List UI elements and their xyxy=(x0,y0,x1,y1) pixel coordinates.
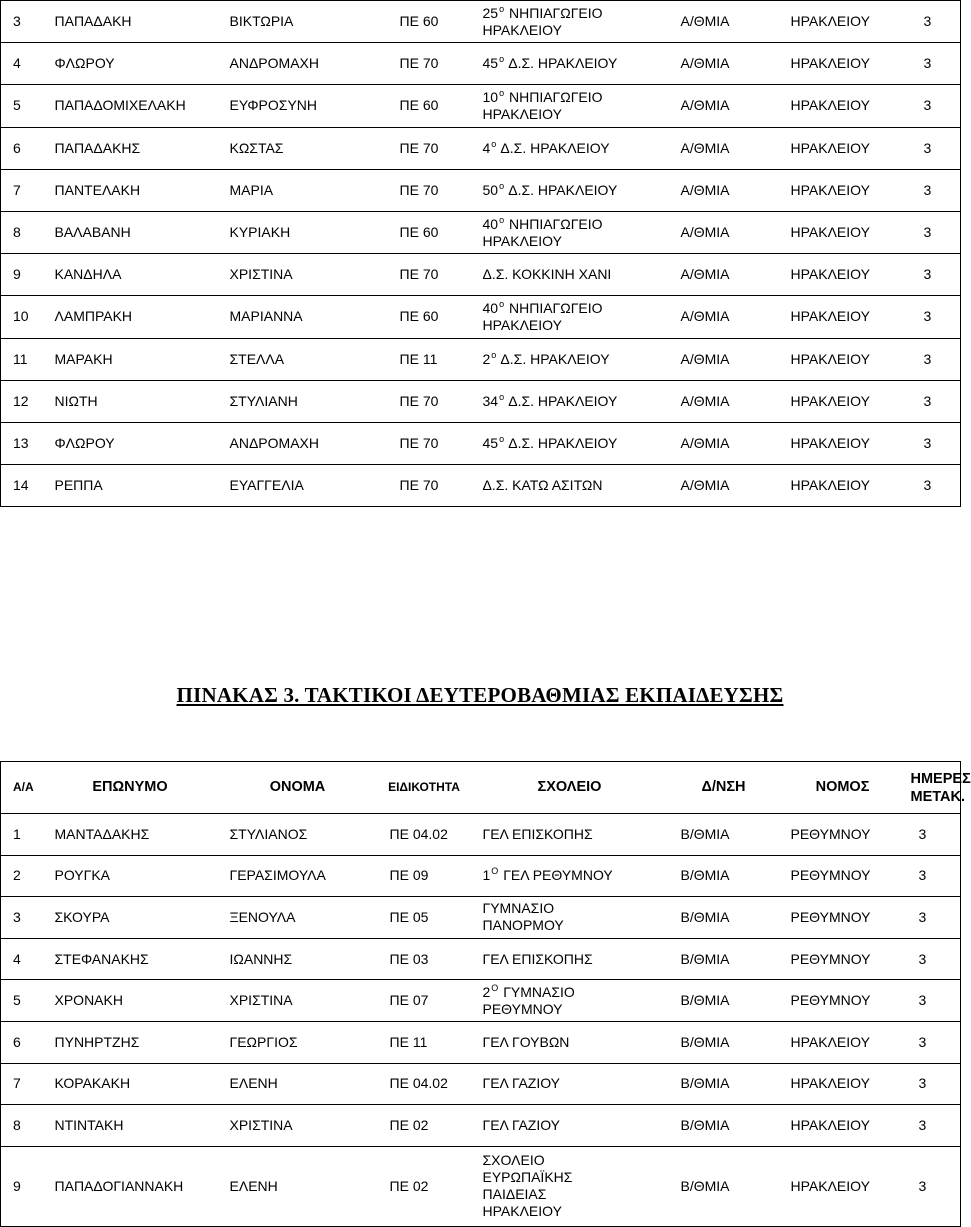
surname-cell: ΠΑΠΑΔΑΚΗΣ xyxy=(43,127,218,169)
travel-days-cell: 3 xyxy=(912,296,961,338)
school-number: 45 xyxy=(482,55,499,72)
ordinal-superscript: ο xyxy=(499,54,505,65)
school-name: Δ.Σ. ΗΡΑΚΛΕΙΟΥ xyxy=(497,139,610,156)
table-row xyxy=(1,380,961,422)
directorate-cell: Β/ΘΜΙΑ xyxy=(669,938,779,980)
specialty-cell: ΠΕ 70 xyxy=(388,422,471,464)
school-name: ΝΗΠΙΑΓΩΓΕΙΟ xyxy=(505,88,603,105)
directorate-cell: Α/ΘΜΙΑ xyxy=(669,465,779,507)
travel-days-cell: 3 xyxy=(907,1063,961,1105)
specialty-cell: ΠΕ 11 xyxy=(378,1021,471,1063)
surname-cell: ΦΛΩΡΟΥ xyxy=(43,422,218,464)
specialty-cell: ΠΕ 07 xyxy=(378,980,471,1022)
table-row xyxy=(1,127,961,169)
surname-cell: ΣΚΟΥΡΑ xyxy=(43,897,218,939)
surname-cell: ΡΕΠΠΑ xyxy=(43,465,218,507)
specialty-cell: ΠΕ 70 xyxy=(388,127,471,169)
specialty-cell: ΠΕ 60 xyxy=(388,85,471,127)
school-line-1 xyxy=(483,300,669,317)
school-number: 1 xyxy=(482,867,491,884)
travel-days-cell: 3 xyxy=(907,1146,961,1226)
ordinal-superscript: Ο xyxy=(491,982,499,993)
column-header-name: ΟΝΟΜΑ xyxy=(218,762,378,814)
school-line-1 xyxy=(483,951,669,968)
travel-days-cell: 3 xyxy=(912,211,961,253)
school-cell xyxy=(471,127,669,169)
directorate-cell: Α/ΘΜΙΑ xyxy=(669,43,779,85)
column-header-days-line2: ΜΕΤΑΚ. xyxy=(910,788,966,805)
prefecture-cell: ΗΡΑΚΛΕΙΟΥ xyxy=(779,380,912,422)
school-line-1 xyxy=(483,182,669,199)
school-cell xyxy=(471,855,669,897)
specialty-cell: ΠΕ 70 xyxy=(388,254,471,296)
first-name-cell: ΧΡΙΣΤΙΝΑ xyxy=(218,980,378,1022)
school-name: ΓΕΛ ΓΑΖΙΟΥ xyxy=(482,1116,560,1133)
school-line-1 xyxy=(483,1075,669,1092)
ordinal-superscript: Ο xyxy=(491,866,499,877)
column-header-days-line1: ΗΜΕΡΕΣ xyxy=(910,770,971,787)
school-name: ΝΗΠΙΑΓΩΓΕΙΟ xyxy=(505,299,603,316)
table-row xyxy=(1,1,961,43)
first-name-cell: ΑΝΔΡΟΜΑΧΗ xyxy=(218,422,388,464)
first-name-cell: ΙΩΑΝΝΗΣ xyxy=(218,938,378,980)
section-heading: ΠΙΝΑΚΑΣ 3. ΤΑΚΤΙΚΟΙ ΔΕΥΤΕΡΟΒΑΘΜΙΑΣ ΕΚΠΑΙΔΕΥΣΗΣ xyxy=(176,683,784,707)
specialty-cell: ΠΕ 04.02 xyxy=(378,814,471,856)
directorate-cell: Α/ΘΜΙΑ xyxy=(669,1,779,43)
school-school-line2: ΡΕΘΥΜΝΟΥ xyxy=(482,1000,563,1017)
school-cell xyxy=(471,169,669,211)
column-header-specialty: ΕΙΔΙΚΟΤΗΤΑ xyxy=(378,762,471,814)
school-name: Δ.Σ. ΗΡΑΚΛΕΙΟΥ xyxy=(505,181,618,198)
prefecture-cell: ΗΡΑΚΛΕΙΟΥ xyxy=(779,338,912,380)
specialty-cell: ΠΕ 70 xyxy=(388,380,471,422)
school-name: Δ.Σ. ΗΡΑΚΛΕΙΟΥ xyxy=(505,55,618,72)
school-name: ΓΥΜΝΑΣΙΟ xyxy=(499,983,575,1000)
surname-cell: ΝΙΩΤΗ xyxy=(43,380,218,422)
travel-days-cell: 3 xyxy=(907,1105,961,1147)
first-name-cell: ΣΤΕΛΛΑ xyxy=(218,338,388,380)
row-number: 1 xyxy=(1,814,43,856)
school-cell xyxy=(471,938,669,980)
school-school-line2: ΗΡΑΚΛΕΙΟΥ xyxy=(482,21,562,38)
specialty-cell: ΠΕ 60 xyxy=(388,1,471,43)
school-line-1 xyxy=(483,216,669,233)
table-row xyxy=(1,814,961,856)
surname-cell: ΜΑΝΤΑΔΑΚΗΣ xyxy=(43,814,218,856)
surname-cell: ΚΑΝΔΗΛΑ xyxy=(43,254,218,296)
prefecture-cell: ΡΕΘΥΜΝΟΥ xyxy=(779,938,907,980)
surname-cell: ΒΑΛΑΒΑΝΗ xyxy=(43,211,218,253)
school-school-line4: ΗΡΑΚΛΕΙΟΥ xyxy=(482,1203,562,1220)
row-number: 6 xyxy=(1,1021,43,1063)
directorate-cell: Β/ΘΜΙΑ xyxy=(669,1105,779,1147)
prefecture-cell: ΗΡΑΚΛΕΙΟΥ xyxy=(779,1021,907,1063)
surname-cell: ΣΤΕΦΑΝΑΚΗΣ xyxy=(43,938,218,980)
prefecture-cell: ΗΡΑΚΛΕΙΟΥ xyxy=(779,127,912,169)
specialty-cell: ΠΕ 70 xyxy=(388,465,471,507)
first-name-cell: ΞΕΝΟΥΛΑ xyxy=(218,897,378,939)
row-number: 4 xyxy=(1,43,43,85)
ordinal-superscript: ο xyxy=(499,180,505,191)
school-cell xyxy=(471,1,669,43)
school-school-line3: ΠΑΙΔΕΙΑΣ xyxy=(482,1186,547,1203)
column-header-school: ΣΧΟΛΕΙΟ xyxy=(471,762,669,814)
school-school-line2: ΕΥΡΩΠΑΪΚΗΣ xyxy=(482,1169,573,1186)
specialty-cell: ΠΕ 02 xyxy=(378,1146,471,1226)
school-number: 40 xyxy=(482,215,499,232)
ordinal-superscript: ο xyxy=(491,349,497,360)
school-name: ΓΕΛ ΡΕΘΥΜΝΟΥ xyxy=(499,867,613,884)
directorate-cell: Α/ΘΜΙΑ xyxy=(669,85,779,127)
school-line-1 xyxy=(483,867,669,884)
row-number: 7 xyxy=(1,1063,43,1105)
school-cell xyxy=(471,211,669,253)
ordinal-superscript: ο xyxy=(499,214,505,225)
prefecture-cell: ΗΡΑΚΛΕΙΟΥ xyxy=(779,254,912,296)
travel-days-cell: 3 xyxy=(912,380,961,422)
directorate-cell: Α/ΘΜΙΑ xyxy=(669,422,779,464)
table-row xyxy=(1,211,961,253)
table-row xyxy=(1,85,961,127)
first-name-cell: ΓΕΡΑΣΙΜΟΥΛΑ xyxy=(218,855,378,897)
column-header-surname: ΕΠΩΝΥΜΟ xyxy=(43,762,218,814)
first-name-cell: ΧΡΙΣΤΙΝΑ xyxy=(218,254,388,296)
school-line-1 xyxy=(483,140,669,157)
school-line-1 xyxy=(483,5,669,22)
specialty-cell: ΠΕ 70 xyxy=(388,169,471,211)
surname-cell: ΠΥΝΗΡΤΖΗΣ xyxy=(43,1021,218,1063)
school-line-1 xyxy=(483,1117,669,1134)
column-header-aa: Α/Α xyxy=(1,762,43,814)
table-row xyxy=(1,1146,961,1226)
prefecture-cell: ΗΡΑΚΛΕΙΟΥ xyxy=(779,211,912,253)
school-name: ΓΕΛ ΕΠΙΣΚΟΠΗΣ xyxy=(482,950,593,967)
table-row xyxy=(1,980,961,1022)
travel-days-cell: 3 xyxy=(912,254,961,296)
school-line-1 xyxy=(483,1034,669,1051)
specialty-cell: ΠΕ 05 xyxy=(378,897,471,939)
surname-cell: ΠΑΝΤΕΛΑΚΗ xyxy=(43,169,218,211)
school-cell xyxy=(471,980,669,1022)
staff-table-continued xyxy=(0,0,961,507)
school-school-line2: ΗΡΑΚΛΕΙΟΥ xyxy=(482,232,562,249)
prefecture-cell: ΗΡΑΚΛΕΙΟΥ xyxy=(779,85,912,127)
school-name: ΣΧΟΛΕΙΟ xyxy=(482,1152,545,1169)
row-number: 2 xyxy=(1,855,43,897)
first-name-cell: ΧΡΙΣΤΙΝΑ xyxy=(218,1105,378,1147)
directorate-cell: Α/ΘΜΙΑ xyxy=(669,254,779,296)
prefecture-cell: ΡΕΘΥΜΝΟΥ xyxy=(779,814,907,856)
school-line-1 xyxy=(483,826,669,843)
school-name: ΓΕΛ ΓΑΖΙΟΥ xyxy=(482,1075,560,1092)
column-header-directorate: Δ/ΝΣΗ xyxy=(669,762,779,814)
school-line-1 xyxy=(483,984,669,1001)
school-number: 50 xyxy=(482,181,499,198)
school-line-1 xyxy=(483,900,669,917)
row-number: 9 xyxy=(1,254,43,296)
travel-days-cell: 3 xyxy=(907,897,961,939)
secondary-education-table xyxy=(0,761,971,1227)
school-line-1 xyxy=(483,393,669,410)
directorate-cell: Α/ΘΜΙΑ xyxy=(669,296,779,338)
school-number: 40 xyxy=(482,299,499,316)
row-number: 8 xyxy=(1,211,43,253)
school-line-1 xyxy=(483,477,669,494)
surname-cell: ΠΑΠΑΔΟΜΙΧΕΛΑΚΗ xyxy=(43,85,218,127)
table-row xyxy=(1,855,961,897)
row-number: 3 xyxy=(1,897,43,939)
surname-cell: ΠΑΠΑΔΑΚΗ xyxy=(43,1,218,43)
prefecture-cell: ΗΡΑΚΛΕΙΟΥ xyxy=(779,1105,907,1147)
directorate-cell: Β/ΘΜΙΑ xyxy=(669,980,779,1022)
ordinal-superscript: ο xyxy=(499,3,505,14)
prefecture-cell: ΡΕΘΥΜΝΟΥ xyxy=(779,980,907,1022)
table-row xyxy=(1,465,961,507)
table-row xyxy=(1,338,961,380)
directorate-cell: Β/ΘΜΙΑ xyxy=(669,1063,779,1105)
surname-cell: ΛΑΜΠΡΑΚΗ xyxy=(43,296,218,338)
school-cell xyxy=(471,1021,669,1063)
ordinal-superscript: ο xyxy=(499,298,505,309)
school-school-line2: ΗΡΑΚΛΕΙΟΥ xyxy=(482,105,562,122)
school-name: Δ.Σ. ΚΑΤΩ ΑΣΙΤΩΝ xyxy=(482,477,603,494)
ordinal-superscript: ο xyxy=(499,391,505,402)
specialty-cell: ΠΕ 70 xyxy=(388,43,471,85)
directorate-cell: Β/ΘΜΙΑ xyxy=(669,855,779,897)
directorate-cell: Β/ΘΜΙΑ xyxy=(669,1021,779,1063)
directorate-cell: Β/ΘΜΙΑ xyxy=(669,1146,779,1226)
surname-cell: ΠΑΠΑΔΟΓΙΑΝΝΑΚΗ xyxy=(43,1146,218,1226)
table-row xyxy=(1,254,961,296)
school-name: ΝΗΠΙΑΓΩΓΕΙΟ xyxy=(505,215,603,232)
school-number: 25 xyxy=(482,4,499,21)
school-name: ΓΕΛ ΕΠΙΣΚΟΠΗΣ xyxy=(482,825,593,842)
prefecture-cell: ΗΡΑΚΛΕΙΟΥ xyxy=(779,465,912,507)
school-cell xyxy=(471,1063,669,1105)
prefecture-cell: ΗΡΑΚΛΕΙΟΥ xyxy=(779,422,912,464)
school-name: ΓΥΜΝΑΣΙΟ xyxy=(482,900,555,917)
school-cell xyxy=(471,296,669,338)
first-name-cell: ΚΥΡΙΑΚΗ xyxy=(218,211,388,253)
prefecture-cell: ΗΡΑΚΛΕΙΟΥ xyxy=(779,43,912,85)
travel-days-cell: 3 xyxy=(912,43,961,85)
row-number: 4 xyxy=(1,938,43,980)
ordinal-superscript: ο xyxy=(491,138,497,149)
directorate-cell: Β/ΘΜΙΑ xyxy=(669,897,779,939)
school-number: 10 xyxy=(482,88,499,105)
table-row xyxy=(1,296,961,338)
school-number: 2 xyxy=(482,350,491,367)
school-line-1 xyxy=(483,351,669,368)
school-line-1 xyxy=(483,435,669,452)
surname-cell: ΝΤΙΝΤΑΚΗ xyxy=(43,1105,218,1147)
ordinal-superscript: ο xyxy=(499,87,505,98)
directorate-cell: Α/ΘΜΙΑ xyxy=(669,338,779,380)
surname-cell: ΡΟΥΓΚΑ xyxy=(43,855,218,897)
prefecture-cell: ΗΡΑΚΛΕΙΟΥ xyxy=(779,296,912,338)
first-name-cell: ΕΥΑΓΓΕΛΙΑ xyxy=(218,465,388,507)
prefecture-cell: ΗΡΑΚΛΕΙΟΥ xyxy=(779,1063,907,1105)
travel-days-cell: 3 xyxy=(912,85,961,127)
school-cell xyxy=(471,338,669,380)
school-cell xyxy=(471,465,669,507)
school-number: 34 xyxy=(482,392,499,409)
directorate-cell: Α/ΘΜΙΑ xyxy=(669,127,779,169)
row-number: 5 xyxy=(1,980,43,1022)
first-name-cell: ΣΤΥΛΙΑΝΗ xyxy=(218,380,388,422)
row-number: 10 xyxy=(1,296,43,338)
school-line-1 xyxy=(483,55,669,72)
row-number: 7 xyxy=(1,169,43,211)
directorate-cell: Α/ΘΜΙΑ xyxy=(669,211,779,253)
travel-days-cell: 3 xyxy=(912,1,961,43)
row-number: 8 xyxy=(1,1105,43,1147)
travel-days-cell: 3 xyxy=(907,855,961,897)
table-header-row xyxy=(1,762,961,814)
column-header-days xyxy=(907,762,971,814)
table-row xyxy=(1,43,961,85)
school-name: Δ.Σ. ΚΟΚΚΙΝΗ ΧΑΝΙ xyxy=(482,266,612,283)
specialty-cell: ΠΕ 60 xyxy=(388,296,471,338)
school-cell xyxy=(471,254,669,296)
row-number: 6 xyxy=(1,127,43,169)
table-row xyxy=(1,938,961,980)
surname-cell: ΜΑΡΑΚΗ xyxy=(43,338,218,380)
specialty-cell: ΠΕ 60 xyxy=(388,211,471,253)
first-name-cell: ΒΙΚΤΩΡΙΑ xyxy=(218,1,388,43)
first-name-cell: ΓΕΩΡΓΙΟΣ xyxy=(218,1021,378,1063)
school-number: 4 xyxy=(482,139,491,156)
row-number: 5 xyxy=(1,85,43,127)
school-cell xyxy=(471,43,669,85)
prefecture-cell: ΗΡΑΚΛΕΙΟΥ xyxy=(779,1146,907,1226)
school-line-1 xyxy=(483,266,669,283)
travel-days-cell: 3 xyxy=(912,169,961,211)
first-name-cell: ΜΑΡΙΑΝΝΑ xyxy=(218,296,388,338)
school-number: 45 xyxy=(482,434,499,451)
first-name-cell: ΜΑΡΙΑ xyxy=(218,169,388,211)
first-name-cell: ΣΤΥΛΙΑΝΟΣ xyxy=(218,814,378,856)
table-row xyxy=(1,169,961,211)
table-row xyxy=(1,1105,961,1147)
school-name: ΝΗΠΙΑΓΩΓΕΙΟ xyxy=(505,4,603,21)
school-school-line2: ΠΑΝΟΡΜΟΥ xyxy=(482,917,564,934)
first-name-cell: ΕΛΕΝΗ xyxy=(218,1146,378,1226)
travel-days-cell: 3 xyxy=(912,127,961,169)
travel-days-cell: 3 xyxy=(907,938,961,980)
first-name-cell: ΑΝΔΡΟΜΑΧΗ xyxy=(218,43,388,85)
directorate-cell: Α/ΘΜΙΑ xyxy=(669,169,779,211)
column-header-prefecture: ΝΟΜΟΣ xyxy=(779,762,907,814)
travel-days-cell: 3 xyxy=(907,980,961,1022)
travel-days-cell: 3 xyxy=(912,338,961,380)
table-row xyxy=(1,1021,961,1063)
prefecture-cell: ΡΕΘΥΜΝΟΥ xyxy=(779,855,907,897)
row-number: 14 xyxy=(1,465,43,507)
travel-days-cell: 3 xyxy=(907,814,961,856)
row-number: 13 xyxy=(1,422,43,464)
school-cell xyxy=(471,897,669,939)
school-cell xyxy=(471,85,669,127)
school-name: Δ.Σ. ΗΡΑΚΛΕΙΟΥ xyxy=(497,350,610,367)
row-number: 3 xyxy=(1,1,43,43)
prefecture-cell: ΗΡΑΚΛΕΙΟΥ xyxy=(779,1,912,43)
prefecture-cell: ΡΕΘΥΜΝΟΥ xyxy=(779,897,907,939)
first-name-cell: ΕΛΕΝΗ xyxy=(218,1063,378,1105)
ordinal-superscript: ο xyxy=(499,433,505,444)
specialty-cell: ΠΕ 09 xyxy=(378,855,471,897)
specialty-cell: ΠΕ 04.02 xyxy=(378,1063,471,1105)
travel-days-cell: 3 xyxy=(907,1021,961,1063)
row-number: 11 xyxy=(1,338,43,380)
specialty-cell: ΠΕ 02 xyxy=(378,1105,471,1147)
directorate-cell: Β/ΘΜΙΑ xyxy=(669,814,779,856)
school-name: Δ.Σ. ΗΡΑΚΛΕΙΟΥ xyxy=(505,392,618,409)
table-row xyxy=(1,897,961,939)
row-number: 12 xyxy=(1,380,43,422)
travel-days-cell: 3 xyxy=(912,465,961,507)
school-cell xyxy=(471,380,669,422)
school-name: Δ.Σ. ΗΡΑΚΛΕΙΟΥ xyxy=(505,434,618,451)
school-school-line2: ΗΡΑΚΛΕΙΟΥ xyxy=(482,316,562,333)
school-cell xyxy=(471,1105,669,1147)
school-cell xyxy=(471,814,669,856)
specialty-cell: ΠΕ 03 xyxy=(378,938,471,980)
school-line-1 xyxy=(483,1152,669,1169)
row-number: 9 xyxy=(1,1146,43,1226)
school-cell xyxy=(471,1146,669,1226)
specialty-cell: ΠΕ 11 xyxy=(388,338,471,380)
first-name-cell: ΕΥΦΡΟΣΥΝΗ xyxy=(218,85,388,127)
school-cell xyxy=(471,422,669,464)
surname-cell: ΧΡΟΝΑΚΗ xyxy=(43,980,218,1022)
surname-cell: ΚΟΡΑΚΑΚΗ xyxy=(43,1063,218,1105)
first-name-cell: ΚΩΣΤΑΣ xyxy=(218,127,388,169)
table-row xyxy=(1,422,961,464)
prefecture-cell: ΗΡΑΚΛΕΙΟΥ xyxy=(779,169,912,211)
directorate-cell: Α/ΘΜΙΑ xyxy=(669,380,779,422)
school-line-1 xyxy=(483,89,669,106)
travel-days-cell: 3 xyxy=(912,422,961,464)
school-number: 2 xyxy=(482,983,491,1000)
table-row xyxy=(1,1063,961,1105)
surname-cell: ΦΛΩΡΟΥ xyxy=(43,43,218,85)
school-name: ΓΕΛ ΓΟΥΒΩΝ xyxy=(482,1033,570,1050)
